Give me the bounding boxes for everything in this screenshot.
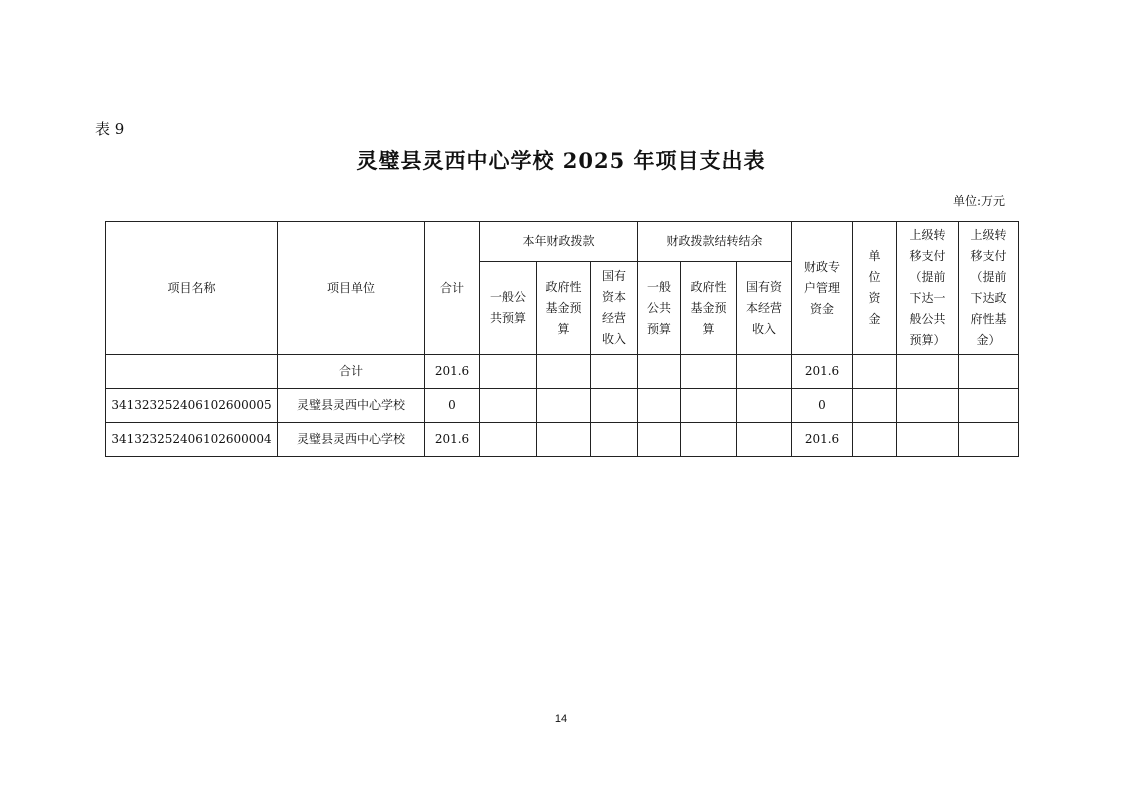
unit-label: 单位:万元 — [952, 194, 1005, 208]
header-project-unit: 项目单位 — [278, 222, 425, 355]
table-cell — [638, 355, 681, 389]
header-current-year-appropriation: 本年财政拨款 — [480, 222, 638, 262]
table-cell — [959, 389, 1019, 423]
total-row-code — [106, 355, 278, 389]
table-cell — [897, 355, 959, 389]
project-expenditure-table — [105, 221, 1019, 457]
table-cell — [537, 389, 591, 423]
header-total: 合计 — [425, 222, 480, 355]
table-cell — [480, 423, 537, 457]
header-gov-fund-budget: 政府性基金预算 — [537, 262, 591, 355]
table-cell — [480, 389, 537, 423]
header-project-name: 项目名称 — [106, 222, 278, 355]
project-total-cell: 0 — [425, 389, 480, 423]
project-code-cell: 341323252406102600005 — [106, 389, 278, 423]
total-row-fiscal-special-account: 201.6 — [792, 355, 853, 389]
table-cell — [853, 355, 897, 389]
page-title: 灵璧县灵西中心学校 2025 年项目支出表 — [356, 148, 766, 173]
total-row-label: 合计 — [278, 355, 425, 389]
project-total-cell: 201.6 — [425, 423, 480, 457]
header-carryover-state-capital: 国有资本经营收入 — [737, 262, 792, 355]
header-row-1 — [106, 222, 1019, 262]
table-cell — [591, 355, 638, 389]
table-cell — [681, 423, 737, 457]
project-code-cell: 341323252406102600004 — [106, 423, 278, 457]
table-cell — [897, 389, 959, 423]
table-cell — [537, 423, 591, 457]
table-row — [106, 423, 1019, 457]
header-carryover-gov-fund: 政府性基金预算 — [681, 262, 737, 355]
header-superior-transfer-gov-fund: 上级转移支付（提前下达政府性基金） — [959, 222, 1019, 355]
table-cell — [681, 355, 737, 389]
project-fiscal-special-account-cell: 0 — [792, 389, 853, 423]
table-cell — [537, 355, 591, 389]
project-fiscal-special-account-cell: 201.6 — [792, 423, 853, 457]
total-row-total: 201.6 — [425, 355, 480, 389]
table-cell — [959, 355, 1019, 389]
project-unit-cell: 灵璧县灵西中心学校 — [278, 423, 425, 457]
table-cell — [638, 389, 681, 423]
table-cell — [853, 423, 897, 457]
table-cell — [737, 423, 792, 457]
header-fiscal-special-account: 财政专户管理资金 — [792, 222, 853, 355]
project-unit-cell: 灵璧县灵西中心学校 — [278, 389, 425, 423]
header-unit-funds: 单位资金 — [853, 222, 897, 355]
header-carryover-general-public: 一般公共预算 — [638, 262, 681, 355]
table-cell — [737, 355, 792, 389]
table-row — [106, 389, 1019, 423]
table-cell — [897, 423, 959, 457]
table-cell — [853, 389, 897, 423]
table-number-label: 表 9 — [95, 120, 125, 138]
table-cell — [480, 355, 537, 389]
table-cell — [591, 423, 638, 457]
table-cell — [737, 389, 792, 423]
page-number: 14 — [554, 713, 568, 725]
header-state-capital-income: 国有资本经营收入 — [591, 262, 638, 355]
table-cell — [638, 423, 681, 457]
table-total-row — [106, 355, 1019, 389]
table-cell — [959, 423, 1019, 457]
header-appropriation-carryover: 财政拨款结转结余 — [638, 222, 792, 262]
table-cell — [681, 389, 737, 423]
header-superior-transfer-general: 上级转移支付（提前下达一般公共预算） — [897, 222, 959, 355]
header-general-public-budget: 一般公共预算 — [480, 262, 537, 355]
table-cell — [591, 389, 638, 423]
